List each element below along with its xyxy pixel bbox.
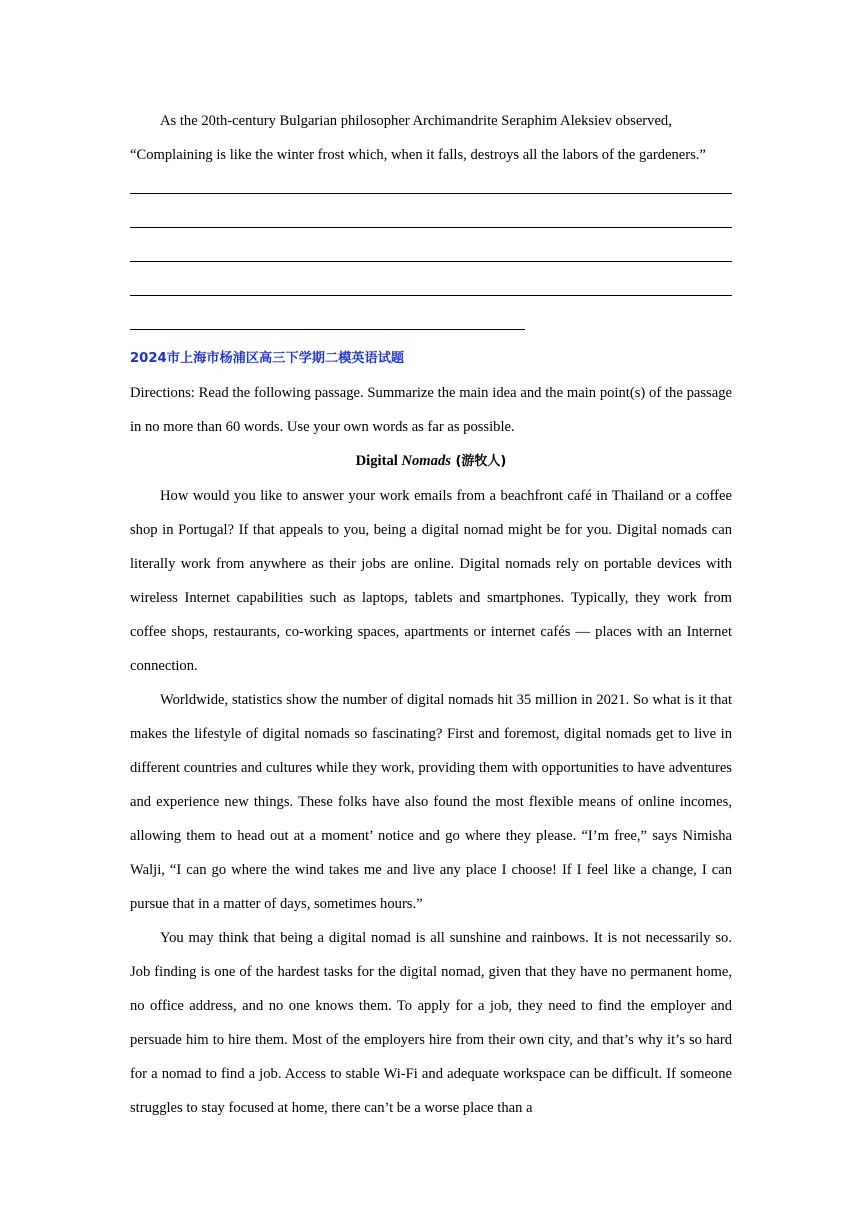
intro-quote: “Complaining is like the winter frost which, when it falls, destroys all the labors of the gardeners.” bbox=[130, 147, 706, 163]
article-paragraph-3: You may think that being a digital nomad is all sunshine and rainbows. It is not necessarily so. Job finding is one of the hardest tasks for the digital nomad, given that they have no permanent home, no office address, and no one knows them. To apply for a job, they need to find the employer and persuade him to hire them. Most of the employers hire from their own city, and that’s why it’s so hard for a nomad to find a job. Access to stable Wi-Fi and adequate workspace can be difficult. If someone struggles to stay focused at home, there can’t be a worse place than a bbox=[130, 930, 732, 1116]
answer-line[interactable] bbox=[130, 240, 732, 274]
answer-lines bbox=[130, 172, 732, 342]
article-paragraph-2: Worldwide, statistics show the number of digital nomads hit 35 million in 2021. So what is it that makes the lifestyle of digital nomads so fascinating? First and foremost, digital nomads get to live in different countries and cultures while they work, providing them with opportunities to have adventures and experience new things. These folks have also found the most flexible means of online incomes, allowing them to head out at a moment’ notice and go where they please. “I’m free,” says Nimisha Walji, “I can go where the wind takes me and live any place I choose! If I feel like a change, I can pursue that in a matter of days, sometimes hours.” bbox=[130, 692, 732, 912]
answer-line[interactable] bbox=[130, 206, 732, 240]
article-title-part1: Digital bbox=[355, 453, 402, 469]
article-title bbox=[130, 444, 732, 479]
section-title: 2024市上海市杨浦区高三下学期二模英语试题 bbox=[130, 351, 405, 366]
article-paragraph-1: How would you like to answer your work emails from a beachfront café in Thailand or a coffee shop in Portugal? If that appeals to you, being a digital nomad might be for you. Digital nomads can literally work from anywhere as their jobs are online. Digital nomads rely on portable devices with wireless Internet capabilities such as laptops, tablets and smartphones. Typically, they work from coffee shops, restaurants, co-working spaces, apartments or internet cafés — places with an Internet connection. bbox=[130, 488, 732, 674]
intro-line-1: As the 20th-century Bulgarian philosopher Archimandrite Seraphim Aleksiev observed, bbox=[160, 113, 672, 129]
document-page bbox=[130, 104, 732, 1125]
article-title-italic: Nomads bbox=[401, 453, 451, 469]
article-title-part3: (游牧人) bbox=[450, 454, 507, 469]
directions: Directions: Read the following passage. Summarize the main idea and the main point(s) of the passage in no more than 60 words. Use your own words as far as possible. bbox=[130, 385, 732, 435]
answer-line[interactable] bbox=[130, 172, 732, 206]
answer-line[interactable] bbox=[130, 274, 732, 308]
answer-line[interactable] bbox=[130, 308, 732, 342]
